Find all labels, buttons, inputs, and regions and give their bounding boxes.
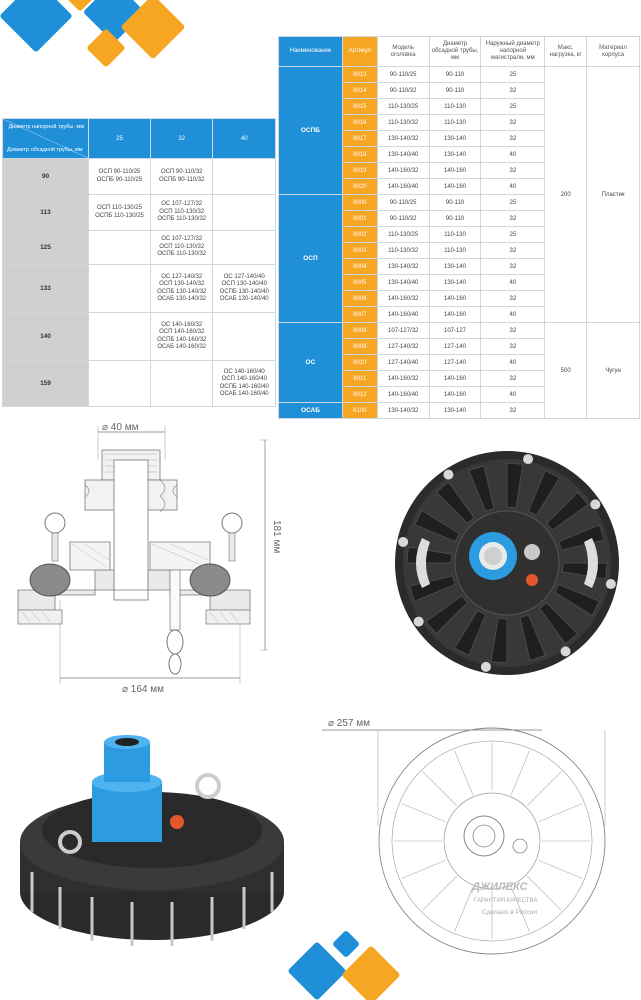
bolt-head: [398, 537, 408, 547]
table-row: [3, 231, 276, 265]
casing-diameter-cell: 90-110: [429, 211, 481, 227]
pipe-diameter-cell: 32: [481, 323, 545, 339]
model-cell: 140-160/32: [377, 371, 429, 387]
casing-diameter-cell: 140: [3, 313, 89, 361]
product-photo: [12, 722, 292, 962]
article-cell: 6100: [342, 403, 377, 419]
model-cell: 127-140/40: [377, 355, 429, 371]
casing-pipe-label: Диаметр обсадной трубы, мм: [7, 147, 83, 153]
pipe-diameter-cell: 32: [481, 291, 545, 307]
pipe-diameter-cell: 32: [481, 339, 545, 355]
casing-diameter-cell: 130-140: [429, 275, 481, 291]
table-row: [3, 265, 276, 313]
top-outline-drawing: [312, 716, 632, 956]
pipe-diameter-cell: 40: [481, 387, 545, 403]
rib-line: [401, 803, 445, 821]
rib-line: [527, 772, 561, 806]
pipe-diameter-cell: 32: [481, 115, 545, 131]
column-header: Макс. нагрузка, кг: [545, 37, 587, 67]
article-cell: 6012: [342, 387, 377, 403]
column-header: Наружный диаметр напорной магистрали, мм: [481, 37, 545, 67]
model-cell: [213, 159, 276, 195]
bolt-head: [561, 646, 571, 656]
rib-line: [511, 750, 529, 794]
article-cell: 6006: [342, 291, 377, 307]
column-header: Диаметр обсадной трубы, мм: [429, 37, 481, 67]
article-cell: 6020: [342, 179, 377, 195]
casing-diameter-cell: 90: [3, 159, 89, 195]
made-in-label: Сделано в России: [482, 909, 537, 916]
pipe-diameter-cell: 32: [481, 371, 545, 387]
casing-diameter-cell: 110-130: [429, 115, 481, 131]
model-cell: [89, 361, 151, 407]
brand-logo-bottom: [282, 930, 422, 1000]
article-cell: 6002: [342, 227, 377, 243]
model-cell: 140-160/32: [377, 163, 429, 179]
model-cell: ОС 127-140/40 ОСП 130-140/40 ОСПБ 130-140/40 ОСАБ 130-140/40: [213, 265, 276, 313]
article-cell: 6013: [342, 67, 377, 83]
max-load-cell: 200: [545, 67, 587, 323]
article-cell: 6016: [342, 115, 377, 131]
column-header: Наименование: [279, 37, 343, 67]
pipe-diameter-cell: 32: [481, 163, 545, 179]
pipe-diameter-cell: 32: [481, 131, 545, 147]
brand-slogan: ГАРАНТИЯ КАЧЕСТВА: [474, 898, 538, 904]
table-corner-header: [3, 119, 89, 159]
pipe-diameter-cell: 32: [481, 403, 545, 419]
model-cell: 107-127/32: [377, 323, 429, 339]
group-name-cell: ОСАБ: [279, 403, 343, 419]
casing-diameter-cell: 127-140: [429, 355, 481, 371]
group-name-cell: ОСПБ: [279, 67, 343, 195]
model-cell: 130-140/32: [377, 403, 429, 419]
casing-diameter-cell: 130-140: [429, 259, 481, 275]
column-header: Модель оголовка: [377, 37, 429, 67]
model-cell: 140-160/40: [377, 387, 429, 403]
model-cell: 110-130/32: [377, 243, 429, 259]
casing-diameter-cell: 140-160: [429, 371, 481, 387]
model-cell: [213, 195, 276, 231]
model-cell: [213, 313, 276, 361]
rib-line: [454, 887, 472, 931]
casing-diameter-cell: 90-110: [429, 83, 481, 99]
pipe-diameter-cell: 40: [481, 147, 545, 163]
article-cell: 6011: [342, 371, 377, 387]
pipe-diameter-cell: 25: [481, 227, 545, 243]
pipe-diameter-cell: 32: [481, 259, 545, 275]
article-cell: 6000: [342, 195, 377, 211]
pipe-diameter-cell: 40: [481, 179, 545, 195]
model-cell: ОСП 90-110/32 ОСПБ 90-110/32: [150, 159, 213, 195]
top-view-photo: [392, 448, 622, 678]
rib-line: [401, 860, 445, 878]
rib-line: [538, 803, 582, 821]
bolt-head: [481, 662, 491, 672]
rib-line: [538, 860, 582, 878]
casing-diameter-cell: 110-130: [429, 99, 481, 115]
model-cell: [150, 361, 213, 407]
article-cell: 6008: [342, 323, 377, 339]
model-cell: ОС 107-127/32 ОСП 110-130/32 ОСПБ 110-130/32: [150, 231, 213, 265]
bolt-head: [414, 617, 424, 627]
model-cell: 90-110/32: [377, 83, 429, 99]
model-cell: 130-140/40: [377, 275, 429, 291]
max-load-cell: 500: [545, 323, 587, 419]
model-cell: 140-160/40: [377, 179, 429, 195]
column-header: 40: [213, 119, 276, 159]
model-cell: 90-110/32: [377, 211, 429, 227]
model-cell: ОСП 90-110/25 ОСПБ 90-110/25: [89, 159, 151, 195]
brand-logo-top: [0, 0, 190, 80]
table-row: [279, 67, 640, 83]
pipe-diameter-cell: 25: [481, 67, 545, 83]
specification-table: [278, 36, 640, 419]
pipe-diameter-cell: 25: [481, 99, 545, 115]
article-cell: 6014: [342, 83, 377, 99]
pipe-diameter-cell: 40: [481, 355, 545, 371]
casing-diameter-cell: 110-130: [429, 227, 481, 243]
casing-diameter-cell: 133: [3, 265, 89, 313]
casing-diameter-cell: 130-140: [429, 131, 481, 147]
article-cell: 6004: [342, 259, 377, 275]
casing-diameter-cell: 140-160: [429, 291, 481, 307]
casing-diameter-cell: 90-110: [429, 195, 481, 211]
table-row: [3, 313, 276, 361]
table-row: [3, 159, 276, 195]
casing-diameter-cell: 90-110: [429, 67, 481, 83]
casing-diameter-cell: 130-140: [429, 147, 481, 163]
rib-line: [454, 750, 472, 794]
cross-section-drawing: [10, 420, 300, 700]
model-cell: 110-130/32: [377, 115, 429, 131]
casing-diameter-cell: 140-160: [429, 179, 481, 195]
rib-line: [527, 876, 561, 910]
model-cell: [213, 231, 276, 265]
model-cell: ОСП 110-130/25 ОСПБ 110-130/25: [89, 195, 151, 231]
dim-height-label: 181 мм: [271, 520, 282, 554]
casing-diameter-cell: 125: [3, 231, 89, 265]
article-cell: 6010: [342, 355, 377, 371]
article-cell: 6018: [342, 147, 377, 163]
pressure-pipe-label: Диаметр напорной трубы, мм: [8, 124, 84, 130]
model-cell: 110-130/25: [377, 227, 429, 243]
dim-bottom-label: ⌀ 164 мм: [122, 684, 165, 695]
article-cell: 6007: [342, 307, 377, 323]
casing-diameter-cell: 110-130: [429, 243, 481, 259]
pipe-diameter-cell: 25: [481, 195, 545, 211]
compatibility-table: [2, 118, 276, 407]
bolt-head: [590, 499, 600, 509]
article-cell: 6019: [342, 163, 377, 179]
model-cell: ОС 127-140/32 ОСП 130-140/32 ОСПБ 130-140/32 ОСАБ 130-140/32: [150, 265, 213, 313]
dim-top-label: ⌀ 40 мм: [102, 422, 139, 433]
model-cell: 130-140/32: [377, 259, 429, 275]
column-header: Артикул: [342, 37, 377, 67]
column-header: 25: [89, 119, 151, 159]
material-cell: Пластик: [587, 67, 640, 323]
model-cell: 130-140/40: [377, 147, 429, 163]
casing-diameter-cell: 140-160: [429, 163, 481, 179]
table-row: [3, 195, 276, 231]
model-cell: 90-110/25: [377, 195, 429, 211]
article-cell: 6015: [342, 99, 377, 115]
table-row: [3, 361, 276, 407]
bolt-head: [606, 579, 616, 589]
bolt-head: [523, 454, 533, 464]
pipe-diameter-cell: 40: [481, 275, 545, 291]
group-name-cell: ОС: [279, 323, 343, 403]
article-cell: 6005: [342, 275, 377, 291]
model-cell: ОС 107-127/32 ОСП 110-130/32 ОСПБ 110-130/32: [150, 195, 213, 231]
rib-line: [423, 772, 457, 806]
rib-line: [423, 876, 457, 910]
group-name-cell: ОСП: [279, 195, 343, 323]
article-cell: 6003: [342, 243, 377, 259]
casing-diameter-cell: 140-160: [429, 387, 481, 403]
model-cell: 140-160/32: [377, 291, 429, 307]
pipe-diameter-cell: 32: [481, 211, 545, 227]
pipe-diameter-cell: 40: [481, 307, 545, 323]
article-cell: 6009: [342, 339, 377, 355]
casing-diameter-cell: 127-140: [429, 339, 481, 355]
table-row: [279, 323, 640, 339]
article-cell: 6017: [342, 131, 377, 147]
model-cell: 90-110/25: [377, 67, 429, 83]
casing-diameter-cell: 159: [3, 361, 89, 407]
article-cell: 6001: [342, 211, 377, 227]
brand-name: ДЖИЛЕКС: [472, 881, 528, 893]
model-cell: [89, 231, 151, 265]
model-cell: ОС 140-160/32 ОСП 140-160/32 ОСПБ 140-160/32 ОСАБ 140-160/32: [150, 313, 213, 361]
casing-diameter-cell: 140-160: [429, 307, 481, 323]
pipe-diameter-cell: 32: [481, 83, 545, 99]
pipe-diameter-cell: 32: [481, 243, 545, 259]
model-cell: [89, 265, 151, 313]
model-cell: 110-130/25: [377, 99, 429, 115]
model-cell: 130-140/32: [377, 131, 429, 147]
model-cell: 140-160/40: [377, 307, 429, 323]
column-header: Материал корпуса: [587, 37, 640, 67]
model-cell: 127-140/32: [377, 339, 429, 355]
dim-diameter-label: ⌀ 257 мм: [328, 718, 371, 729]
casing-diameter-cell: 113: [3, 195, 89, 231]
model-cell: [89, 313, 151, 361]
model-cell: ОС 140-160/40 ОСП 140-160/40 ОСПБ 140-160/40 ОСАБ 140-160/40: [213, 361, 276, 407]
casing-diameter-cell: 107-127: [429, 323, 481, 339]
casing-diameter-cell: 130-140: [429, 403, 481, 419]
column-header: 32: [150, 119, 213, 159]
material-cell: Чугун: [587, 323, 640, 419]
bolt-head: [443, 470, 453, 480]
